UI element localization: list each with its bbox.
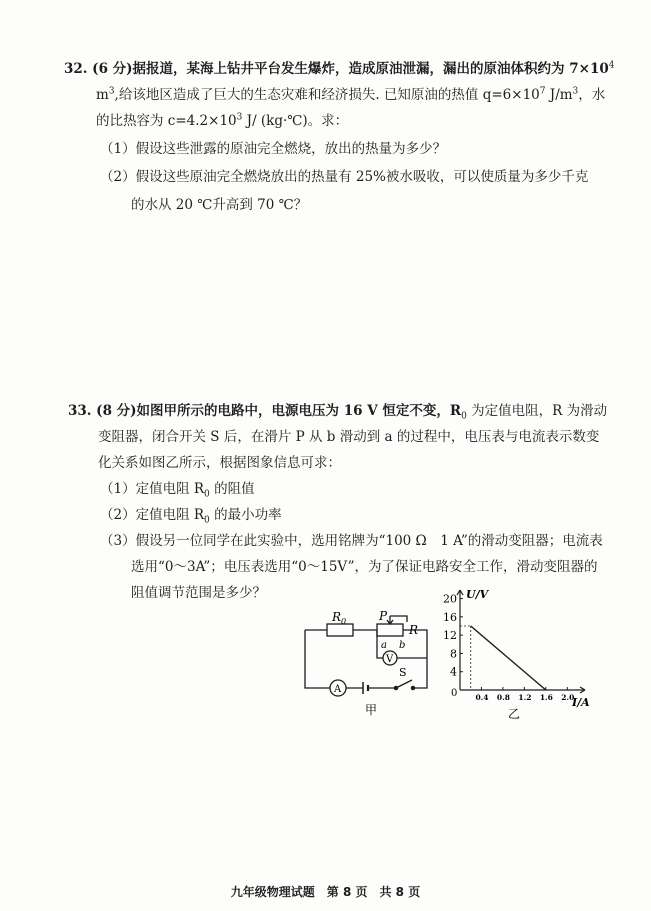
- y-tick-label: 16: [443, 610, 457, 624]
- voltmeter-label: V: [386, 654, 394, 665]
- series-line: [471, 626, 546, 690]
- q32-subquestion-2: （2）假设这些原油完全燃烧放出的热量有 25%被水吸收，可以使质量为多少千克: [100, 169, 589, 185]
- q32-subquestion-1: （1）假设这些泄露的原油完全燃烧，放出的热量为多少？: [100, 141, 447, 157]
- q33-subquestion-1: （1）定值电阻 $R_0$ 的阻值: [100, 481, 255, 500]
- q33-line1: 33. (8 分)如图甲所示的电路中，电源电压为 16 V 恒定不变，$R_0$ 为定值电阻，R 为滑动: [68, 403, 608, 422]
- terminal-b-label: b: [399, 640, 406, 651]
- resistor-r: [377, 624, 403, 636]
- y-tick-label: 4: [450, 665, 457, 679]
- u-i-graph: [440, 584, 592, 724]
- x-tick-label: 0.4: [475, 693, 489, 702]
- rheostat-r-label: R: [409, 623, 419, 637]
- x-tick-label: 0.8: [496, 693, 510, 702]
- y-tick-label: 12: [443, 629, 457, 643]
- q33-subquestion-3-cont: 选用“0～3A”；电压表选用“0～15V”，为了保证电路安全工作，滑动变阻器的: [131, 559, 598, 575]
- switch-s-label: S: [399, 666, 407, 679]
- switch-s: [396, 680, 412, 688]
- y-tick-label: 20: [443, 592, 457, 606]
- x-tick-label: 1.2: [518, 693, 532, 702]
- circuit-diagram: [295, 608, 445, 723]
- x-axis-label: I/A: [572, 696, 590, 709]
- page-footer: 九年级物理试题 第 8 页 共 8 页: [230, 885, 421, 899]
- r0-label: $R_0$: [332, 610, 347, 626]
- slider-p-label: P: [379, 609, 388, 623]
- q32-line3: 的比热容为 $c=4.2\times 10^3$ J/ (kg·℃)。求：: [96, 112, 349, 129]
- q32-line2: $m^3$,给该地区造成了巨大的生态灾难和经济损失. 已知原油的热值 $q=6\times 10^7$ $J/m^3$，水: [96, 86, 606, 103]
- resistor-r0: [327, 624, 353, 636]
- q33-subquestion-2: （2）定值电阻 $R_0$ 的最小功率: [100, 507, 282, 526]
- q33-line2: 变阻器，闭合开关 S 后，在滑片 P 从 b 滑动到 a 的过程中，电压表与电流表示数变: [98, 429, 600, 445]
- q33-line3: 化关系如图乙所示，根据图象信息可求：: [98, 455, 341, 471]
- ammeter-label: A: [334, 684, 342, 695]
- wire-top-right: [403, 630, 427, 688]
- y-tick-label: 8: [450, 647, 457, 661]
- x-tick-label: 1.6: [539, 693, 553, 702]
- terminal-a-label: a: [381, 640, 387, 651]
- origin-label: 0: [451, 688, 458, 699]
- q33-subquestion-3: （3）假设另一位同学在此实验中，选用铭牌为“100 Ω 1 A”的滑动变阻器；电流表: [100, 533, 603, 549]
- y-axis-label: U/V: [466, 588, 489, 601]
- q33-subquestion-3-cont2: 阻值调节范围是多少？: [131, 585, 266, 601]
- q32-line1: 32. (6 分)据报道，某海上钻井平台发生爆炸，造成原油泄漏，漏出的原油体积约为 $7\times 10^4$: [64, 60, 615, 77]
- q32-subquestion-2-cont: 的水从 20 ℃升高到 70 ℃？: [131, 197, 308, 213]
- wire-left: [305, 630, 330, 688]
- x-tick-label: 2.0: [561, 693, 575, 702]
- graph-caption: 乙: [508, 707, 521, 721]
- circuit-caption: 甲: [365, 703, 378, 717]
